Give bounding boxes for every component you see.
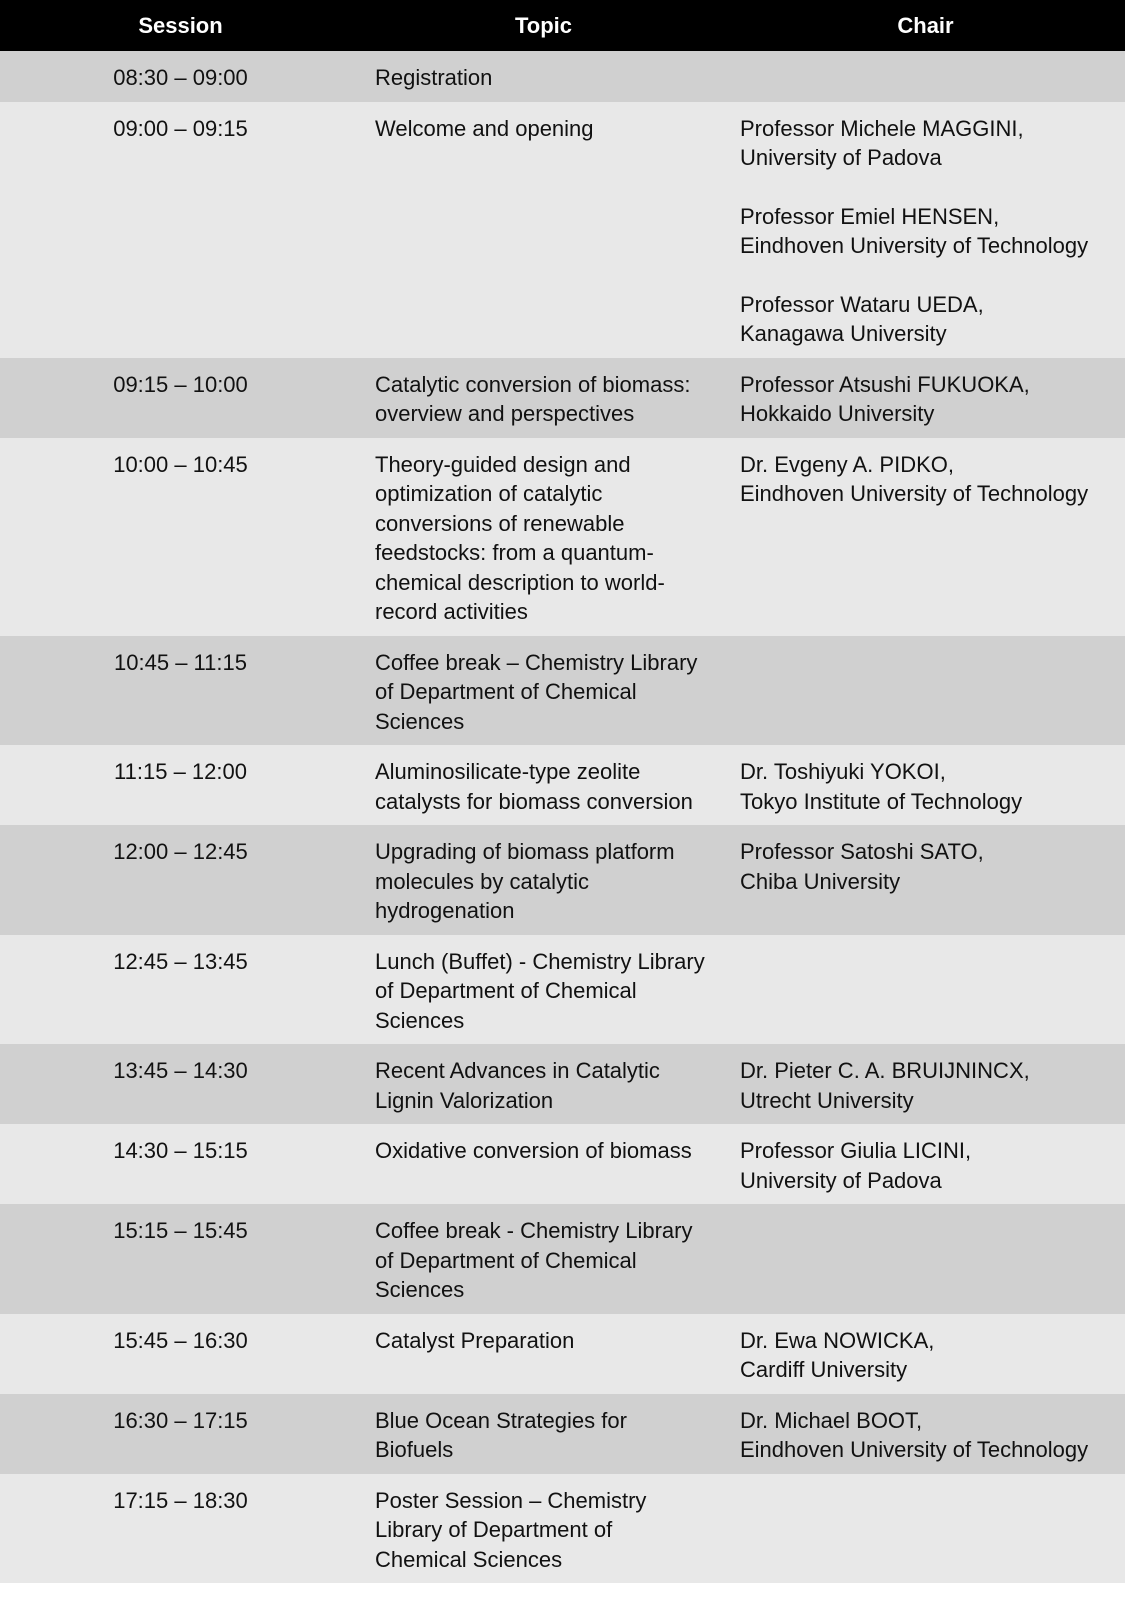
table-row <box>0 51 1125 102</box>
topic-line: Theory-guided design and <box>375 451 631 477</box>
chair-entry <box>740 114 1121 173</box>
session-time: 12:45 – 13:45 <box>0 935 361 1045</box>
topic-line: Oxidative conversion of biomass <box>375 1138 692 1163</box>
session-time: 10:00 – 10:45 <box>0 438 361 636</box>
chair-name: Dr. Pieter C. A. BRUIJNINCX, <box>740 1058 1030 1083</box>
chair-name: Professor Giulia LICINI, <box>740 1138 972 1163</box>
header-topic: Topic <box>361 0 726 51</box>
session-chair <box>726 1474 1125 1584</box>
session-topic <box>361 102 726 358</box>
topic-line: Welcome and opening <box>375 115 594 141</box>
table-row <box>0 102 1125 358</box>
topic-line: Catalyst Preparation <box>375 1327 575 1353</box>
session-time: 13:45 – 14:30 <box>0 1044 361 1124</box>
chair-name: Dr. Evgeny A. PIDKO, <box>740 451 954 477</box>
chair-entry <box>740 837 1121 896</box>
session-topic <box>361 636 726 746</box>
session-chair <box>726 51 1125 102</box>
topic-line: Recent Advances in Catalytic <box>375 1058 660 1083</box>
chair-name: Professor Atsushi FUKUOKA, <box>740 371 1030 397</box>
chair-name: Dr. Ewa NOWICKA, <box>740 1327 935 1353</box>
topic-line: of Department of Chemical <box>375 978 637 1003</box>
topic-line: record activities <box>375 599 528 624</box>
session-time: 14:30 – 15:15 <box>0 1124 361 1204</box>
session-chair <box>726 1394 1125 1474</box>
session-topic <box>361 1124 726 1204</box>
session-time: 08:30 – 09:00 <box>0 51 361 102</box>
chair-name: Dr. Toshiyuki YOKOI, <box>740 759 946 784</box>
chair-entry <box>740 202 1121 261</box>
session-time: 16:30 – 17:15 <box>0 1394 361 1474</box>
session-chair <box>726 438 1125 636</box>
chair-affiliation: Eindhoven University of Technology <box>740 233 1089 258</box>
session-topic <box>361 935 726 1045</box>
topic-line: catalysts for biomass conversion <box>375 788 693 814</box>
table-row <box>0 1474 1125 1584</box>
topic-line: Blue Ocean Strategies for <box>375 1407 627 1433</box>
session-topic <box>361 1474 726 1584</box>
chair-entry <box>740 1136 1121 1195</box>
topic-line: Lignin Valorization <box>375 1087 554 1113</box>
chair-name: Professor Michele MAGGINI, <box>740 115 1024 141</box>
header-row <box>0 0 1125 51</box>
chair-affiliation: Tokyo Institute of Technology <box>740 788 1023 814</box>
chair-entry <box>740 450 1121 509</box>
session-topic <box>361 1314 726 1394</box>
session-time: 15:45 – 16:30 <box>0 1314 361 1394</box>
session-topic <box>361 1204 726 1314</box>
session-chair <box>726 1124 1125 1204</box>
table-row <box>0 1044 1125 1124</box>
topic-line: Coffee break – Chemistry Library <box>375 649 698 675</box>
chair-entry <box>740 1326 1121 1385</box>
chair-entry <box>740 1056 1121 1115</box>
topic-line: Coffee break - Chemistry Library <box>375 1218 693 1243</box>
session-chair <box>726 935 1125 1045</box>
session-time: 11:15 – 12:00 <box>0 745 361 825</box>
table-row <box>0 745 1125 825</box>
chair-affiliation: Kanagawa University <box>740 321 947 346</box>
session-chair <box>726 358 1125 438</box>
table-row <box>0 438 1125 636</box>
chair-entry <box>740 290 1121 349</box>
table-row <box>0 935 1125 1045</box>
session-time: 15:15 – 15:45 <box>0 1204 361 1314</box>
session-chair <box>726 1044 1125 1124</box>
table-row <box>0 1314 1125 1394</box>
table-row <box>0 636 1125 746</box>
session-topic <box>361 51 726 102</box>
topic-line: Library of Department of <box>375 1517 613 1542</box>
chair-name: Professor Wataru UEDA, <box>740 291 984 317</box>
session-chair <box>726 1204 1125 1314</box>
table-row <box>0 1124 1125 1204</box>
session-time: 17:15 – 18:30 <box>0 1474 361 1584</box>
chair-affiliation: Utrecht University <box>740 1087 914 1113</box>
session-topic <box>361 1394 726 1474</box>
chair-affiliation: Eindhoven University of Technology <box>740 481 1089 506</box>
chair-affiliation: Hokkaido University <box>740 401 935 426</box>
topic-line: optimization of catalytic <box>375 481 603 506</box>
table-row <box>0 358 1125 438</box>
topic-line: overview and perspectives <box>375 401 635 426</box>
topic-line: conversions of renewable <box>375 510 625 536</box>
topic-line: Aluminosilicate-type zeolite <box>375 759 641 784</box>
topic-line: feedstocks: from a quantum- <box>375 540 654 565</box>
topic-line: Sciences <box>375 708 465 734</box>
session-chair <box>726 745 1125 825</box>
table-row <box>0 1394 1125 1474</box>
session-topic <box>361 825 726 935</box>
topic-line: Lunch (Buffet) - Chemistry Library <box>375 948 705 974</box>
chair-name: Dr. Michael BOOT, <box>740 1407 923 1433</box>
session-chair <box>726 825 1125 935</box>
session-time: 09:15 – 10:00 <box>0 358 361 438</box>
session-topic <box>361 745 726 825</box>
header-chair: Chair <box>726 0 1125 51</box>
chair-name: Professor Satoshi SATO, <box>740 839 984 864</box>
chair-affiliation: University of Padova <box>740 145 942 170</box>
session-topic <box>361 438 726 636</box>
topic-line: of Department of Chemical <box>375 1247 637 1273</box>
topic-line: Upgrading of biomass platform <box>375 839 675 864</box>
schedule-body <box>0 51 1125 1583</box>
session-chair <box>726 102 1125 358</box>
topic-line: Registration <box>375 65 493 90</box>
session-chair <box>726 636 1125 746</box>
topic-line: hydrogenation <box>375 898 515 923</box>
topic-line: Poster Session – Chemistry <box>375 1487 647 1513</box>
session-time: 09:00 – 09:15 <box>0 102 361 358</box>
chair-affiliation: University of Padova <box>740 1167 942 1193</box>
topic-line: Sciences <box>375 1277 465 1302</box>
topic-line: Catalytic conversion of biomass: <box>375 371 691 397</box>
topic-line: Chemical Sciences <box>375 1546 563 1572</box>
chair-affiliation: Cardiff University <box>740 1357 908 1382</box>
session-chair <box>726 1314 1125 1394</box>
session-topic <box>361 1044 726 1124</box>
session-time: 12:00 – 12:45 <box>0 825 361 935</box>
chair-affiliation: Chiba University <box>740 868 901 894</box>
chair-entry <box>740 757 1121 816</box>
topic-line: Biofuels <box>375 1437 454 1462</box>
topic-line: of Department of Chemical <box>375 679 637 704</box>
chair-name: Professor Emiel HENSEN, <box>740 203 1000 229</box>
chair-entry <box>740 370 1121 429</box>
table-row <box>0 1204 1125 1314</box>
topic-line: Sciences <box>375 1007 465 1033</box>
topic-line: chemical description to world- <box>375 569 665 595</box>
session-time: 10:45 – 11:15 <box>0 636 361 746</box>
schedule-header <box>0 0 1125 51</box>
topic-line: molecules by catalytic <box>375 868 589 894</box>
chair-entry <box>740 1406 1121 1465</box>
chair-affiliation: Eindhoven University of Technology <box>740 1437 1089 1462</box>
session-topic <box>361 358 726 438</box>
table-row <box>0 825 1125 935</box>
header-session: Session <box>0 0 361 51</box>
